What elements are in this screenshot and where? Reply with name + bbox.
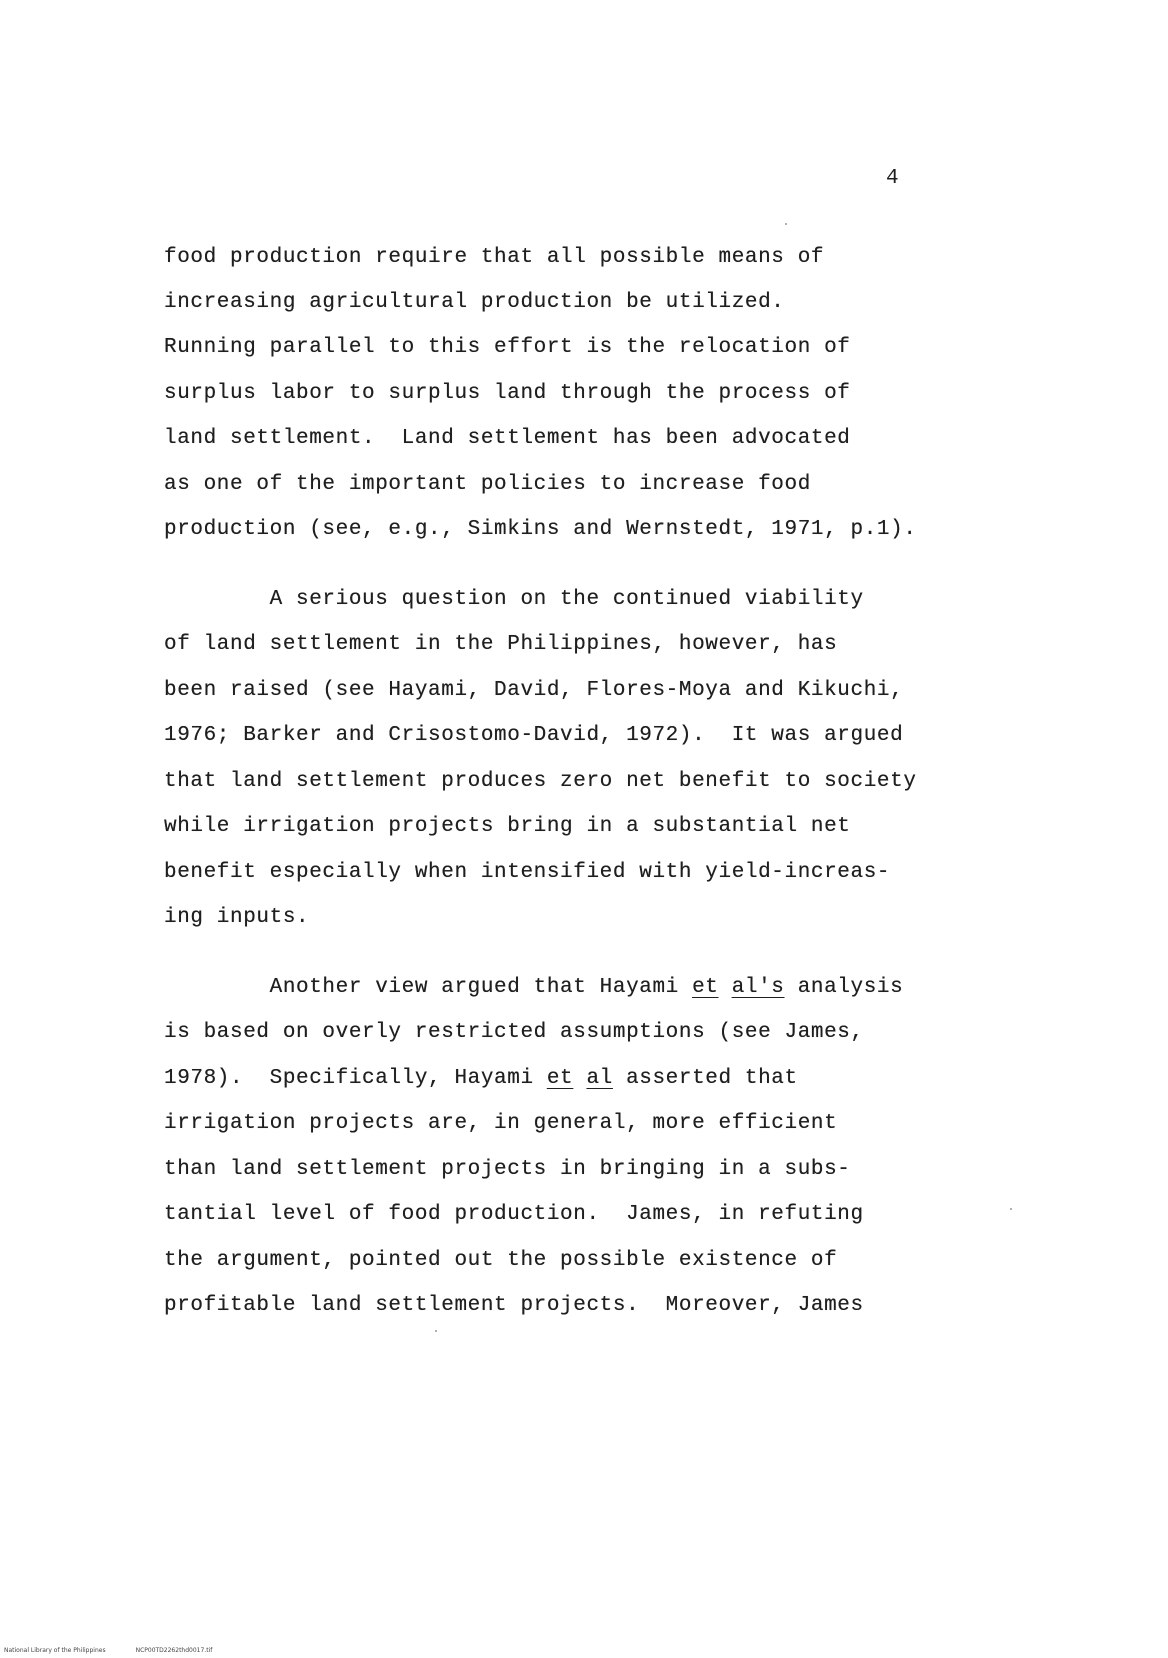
text-line: profitable land settlement projects. Moreover, James: [164, 1294, 864, 1317]
text-segment: Another view argued that Hayami: [164, 976, 693, 999]
text-line: than land settlement projects in bringing in a subs-: [164, 1158, 851, 1181]
text-line: that land settlement produces zero net benefit to society: [164, 770, 917, 793]
file-id: NCP00TD2262thd0017.tif: [135, 1647, 213, 1654]
text-line: [164, 977, 903, 998]
text-segment: [719, 976, 732, 999]
emphasis-als: al's: [731, 976, 785, 999]
text-line: A serious question on the continued viability: [164, 588, 864, 611]
scan-speck: [785, 223, 787, 225]
text-line: irrigation projects are, in general, more efficient: [164, 1112, 838, 1135]
page-number: 4: [886, 167, 899, 190]
text-line: [164, 1068, 798, 1089]
library-label: National Library of the Philippines: [4, 1647, 106, 1654]
text-line: is based on overly restricted assumptions (see James,: [164, 1021, 864, 1044]
text-segment: asserted that: [612, 1067, 798, 1090]
text-line: food production require that all possible means of: [164, 246, 825, 269]
text-line: the argument, pointed out the possible existence of: [164, 1249, 838, 1272]
text-line: ing inputs.: [164, 906, 310, 929]
text-line: while irrigation projects bring in a substantial net: [164, 815, 851, 838]
text-line: Running parallel to this effort is the relocation of: [164, 336, 851, 359]
scan-speck: [1010, 1208, 1012, 1210]
text-line: land settlement. Land settlement has been advocated: [164, 427, 851, 450]
text-line: of land settlement in the Philippines, however, has: [164, 633, 838, 656]
text-line: increasing agricultural production be utilized.: [164, 291, 785, 314]
emphasis-et: et: [546, 1067, 574, 1090]
text-line: tantial level of food production. James, in refuting: [164, 1203, 864, 1226]
text-segment: analysis: [784, 976, 904, 999]
text-segment: 1978). Specifically, Hayami: [164, 1067, 547, 1090]
text-segment: [573, 1067, 586, 1090]
text-line: benefit especially when intensified with yield-increas-: [164, 861, 891, 884]
text-line: been raised (see Hayami, David, Flores-Moya and Kikuchi,: [164, 679, 904, 702]
scan-footer: [4, 1647, 212, 1654]
text-line: as one of the important policies to increase food: [164, 473, 811, 496]
text-line: production (see, e.g., Simkins and Wernstedt, 1971, p.1).: [164, 518, 917, 541]
emphasis-et: et: [692, 976, 719, 999]
text-line: surplus labor to surplus land through the process of: [164, 382, 851, 405]
scan-speck: [435, 1330, 437, 1332]
emphasis-al: al: [586, 1067, 613, 1090]
text-line: 1976; Barker and Crisostomo-David, 1972). It was argued: [164, 724, 904, 747]
